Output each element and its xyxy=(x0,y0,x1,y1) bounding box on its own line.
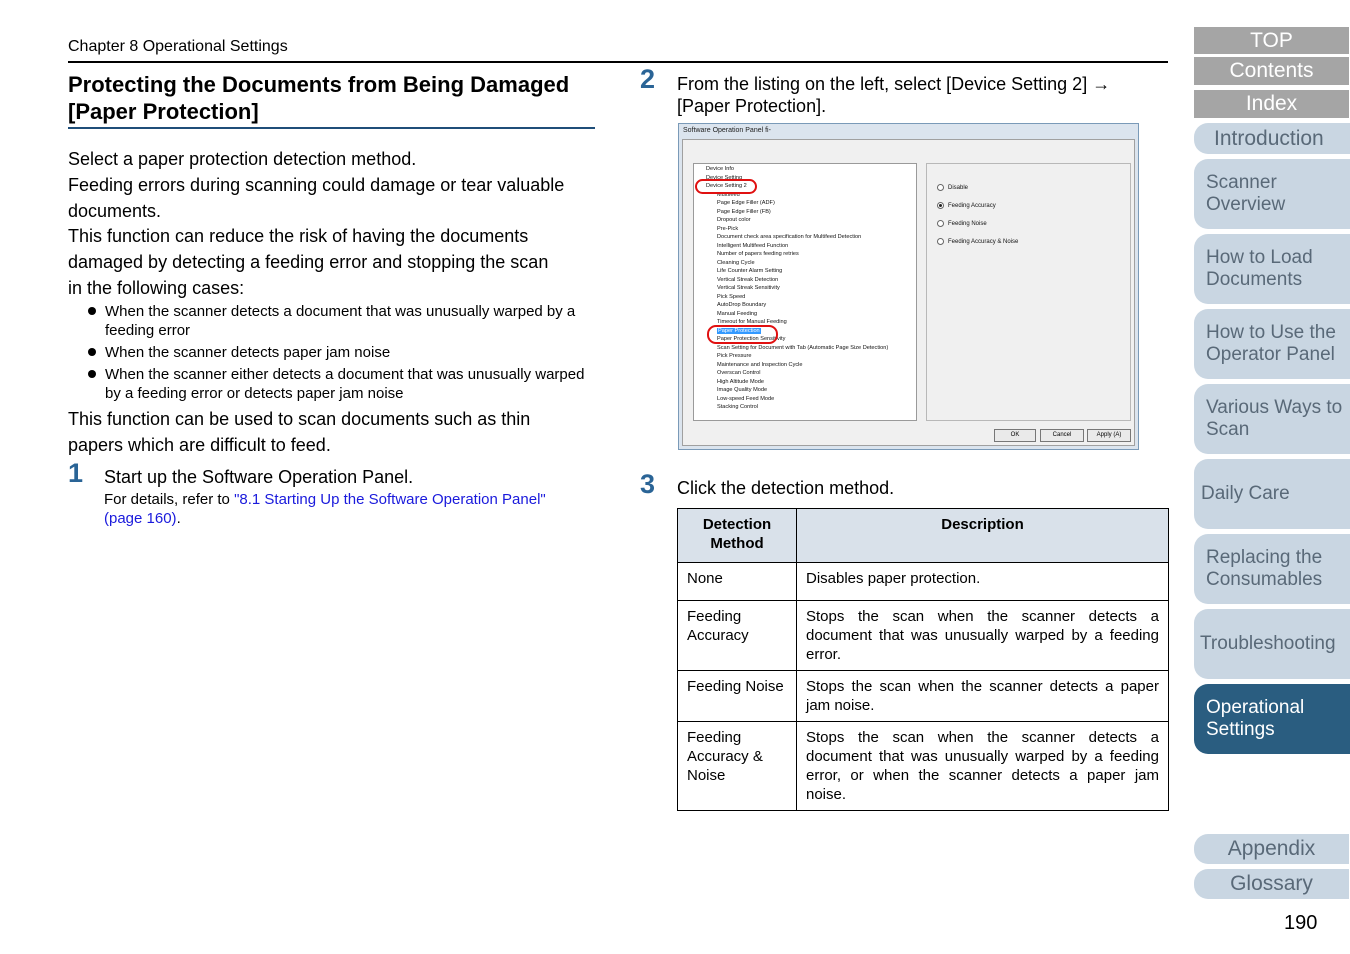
highlight-ring xyxy=(695,179,757,194)
ok-button[interactable]: OK xyxy=(994,429,1036,442)
tree-item[interactable]: Timeout for Manual Feeding xyxy=(717,319,787,325)
method-cell: Feeding Accuracy & Noise xyxy=(678,722,797,811)
nav-daily-care[interactable]: Daily Care xyxy=(1194,459,1350,529)
nav-glossary[interactable]: Glossary xyxy=(1194,869,1349,899)
section-title-line2: [Paper Protection] xyxy=(68,99,259,124)
window-body xyxy=(682,139,1135,446)
nav-introduction[interactable]: Introduction xyxy=(1194,123,1350,154)
detection-method-table xyxy=(677,508,1169,811)
tree-item[interactable]: Dropout color xyxy=(717,217,751,223)
reference-suffix: . xyxy=(176,510,181,527)
intro-p4-line1: This function can be used to scan documents such as thin xyxy=(68,409,531,429)
tree-item[interactable]: Low-speed Feed Mode xyxy=(717,395,775,402)
tree-item-device-setting-2[interactable]: Device Setting 2 xyxy=(706,183,747,189)
tree-item[interactable]: Cleaning Cycle xyxy=(717,259,755,266)
window-title: Software Operation Panel fi- xyxy=(683,127,771,134)
tree-item[interactable]: Scan Setting for Document with Tab (Automatic Page Size Detection) xyxy=(717,344,889,351)
step-2-line2: [Paper Protection]. xyxy=(677,96,827,116)
tree-item[interactable]: Page Edge Filler (ADF) xyxy=(717,200,775,206)
intro-p2-line2: documents. xyxy=(68,201,162,221)
nav-various-ways-to-scan[interactable]: Various Ways to Scan xyxy=(1194,384,1350,454)
settings-tree xyxy=(693,163,917,421)
tree-item[interactable]: Maintenance and Inspection Cycle xyxy=(717,361,803,368)
intro-p3-line3: in the following cases: xyxy=(68,278,245,298)
nav-top-button[interactable]: TOP xyxy=(1194,27,1349,54)
detection-options-panel xyxy=(926,163,1131,421)
tree-item[interactable]: Overscan Control xyxy=(717,370,761,376)
case-list-item: When the scanner either detects a document that was unusually warped by a feeding error or detects paper jam noise xyxy=(86,365,598,403)
nav-replacing-consumables[interactable]: Replacing the Consumables xyxy=(1194,534,1350,604)
step-2-number: 2 xyxy=(640,64,656,94)
cancel-button[interactable]: Cancel xyxy=(1040,429,1084,442)
option-disable[interactable] xyxy=(937,184,968,191)
description-cell: Stops the scan when the scanner detects a document that was unusually warped by a feeding error, or when the scanner detects a paper jam noise. xyxy=(797,722,1169,811)
nav-how-to-use-operator-panel[interactable]: How to Use the Operator Panel xyxy=(1194,309,1350,379)
tree-item[interactable]: High Altitude Mode xyxy=(717,378,764,385)
intro-paragraph-3 xyxy=(68,223,598,301)
option-label: Disable xyxy=(948,185,969,192)
option-feeding-accuracy[interactable] xyxy=(937,202,996,209)
tree-item[interactable]: Multifeed xyxy=(717,191,740,198)
step-3-number: 3 xyxy=(640,469,656,499)
table-row xyxy=(678,563,1169,601)
page-number: 190 xyxy=(1284,912,1318,934)
column-header: Description xyxy=(797,509,1169,563)
step-2-text xyxy=(677,73,1157,117)
tree-item[interactable]: Vertical Streak Sensitivity xyxy=(717,285,780,291)
intro-paragraph-4 xyxy=(68,406,598,458)
tree-item[interactable]: Pick Pressure xyxy=(717,353,752,359)
tree-item[interactable]: Manual Feeding xyxy=(717,310,758,317)
option-feeding-noise[interactable] xyxy=(937,220,987,227)
intro-p4-line2: papers which are difficult to feed. xyxy=(68,435,331,455)
tree-item[interactable]: Pick Speed xyxy=(717,293,746,300)
section-rule xyxy=(68,127,595,129)
intro-paragraph-1: Select a paper protection detection method. xyxy=(68,149,417,169)
nav-operational-settings[interactable]: Operational Settings xyxy=(1194,684,1350,754)
tree-item[interactable]: Device Info xyxy=(706,166,734,172)
tree-item-paper-protection[interactable]: Paper Protection xyxy=(718,327,760,334)
intro-p3-line1: This function can reduce the risk of having the documents xyxy=(68,226,529,246)
step-2-line1: From the listing on the left, select [Device Setting 2] → xyxy=(677,74,1111,94)
tree-item[interactable]: Image Quality Mode xyxy=(717,387,768,393)
tree-item[interactable]: Paper Protection Sensitivity xyxy=(717,336,786,342)
step-1-reference xyxy=(104,490,594,528)
case-list xyxy=(86,302,598,406)
header-rule xyxy=(68,61,1168,63)
tree-item[interactable]: Number of papers feeding retries xyxy=(717,251,799,257)
nav-contents-button[interactable]: Contents xyxy=(1194,57,1349,85)
tree-item[interactable]: Pre-Pick xyxy=(717,225,739,232)
reference-link[interactable]: "8.1 Starting Up the Software Operation Panel" xyxy=(234,491,546,508)
step-3-text: Click the detection method. xyxy=(677,478,895,498)
option-label: Feeding Accuracy xyxy=(948,203,996,210)
radio-icon[interactable] xyxy=(937,184,944,191)
tree-item[interactable]: Document check area specification for Multifeed Detection xyxy=(717,234,862,240)
tree-item[interactable]: Device Setting xyxy=(706,174,743,181)
section-title xyxy=(68,71,596,125)
tree-item[interactable]: Vertical Streak Detection xyxy=(717,276,779,283)
column-header: Detection Method xyxy=(678,509,797,563)
method-cell: Feeding Noise xyxy=(678,671,797,722)
tree-item[interactable]: Stacking Control xyxy=(717,404,759,410)
description-cell: Stops the scan when the scanner detects a paper jam noise. xyxy=(797,671,1169,722)
highlight-ring xyxy=(707,325,778,344)
tree-item[interactable]: Intelligent Multifeed Function xyxy=(717,242,789,249)
tree-item[interactable]: AutoDrop Boundary xyxy=(717,302,767,308)
case-list-item: When the scanner detects a document that was unusually warped by a feeding error xyxy=(86,302,598,340)
intro-paragraph-2 xyxy=(68,172,598,224)
nav-index-button[interactable]: Index xyxy=(1194,90,1349,118)
option-label: Feeding Accuracy & Noise xyxy=(948,239,1019,246)
step-1-number: 1 xyxy=(68,458,84,488)
reference-prefix: For details, refer to xyxy=(104,491,235,508)
case-list-item: When the scanner detects paper jam noise xyxy=(86,343,598,362)
option-feeding-accuracy-noise[interactable] xyxy=(937,238,1018,245)
method-cell: None xyxy=(678,563,797,601)
software-operation-panel-screenshot xyxy=(678,123,1139,450)
description-cell: Disables paper protection. xyxy=(797,563,1169,601)
step-1-text: Start up the Software Operation Panel. xyxy=(104,467,414,487)
radio-icon[interactable] xyxy=(937,220,944,227)
method-cell: Feeding Accuracy xyxy=(678,601,797,671)
table-row xyxy=(678,722,1169,811)
tree-item[interactable]: Life Counter Alarm Setting xyxy=(717,268,783,274)
nav-scanner-overview[interactable]: Scanner Overview xyxy=(1194,159,1350,229)
table-header-row xyxy=(678,509,1169,563)
option-label: Feeding Noise xyxy=(948,221,987,228)
section-title-line1: Protecting the Documents from Being Damaged xyxy=(68,72,570,97)
tree-item[interactable]: Page Edge Filler (FB) xyxy=(717,208,771,215)
nav-how-to-load-documents[interactable]: How to Load Documents xyxy=(1194,234,1350,304)
intro-p2-line1: Feeding errors during scanning could damage or tear valuable xyxy=(68,175,565,195)
apply-button[interactable]: Apply (A) xyxy=(1087,429,1131,442)
reference-page-link[interactable]: (page 160) xyxy=(104,510,177,527)
description-cell: Stops the scan when the scanner detects a document that was unusually warped by a feeding error. xyxy=(797,601,1169,671)
chapter-header: Chapter 8 Operational Settings xyxy=(68,38,288,55)
table-row xyxy=(678,601,1169,671)
table-row xyxy=(678,671,1169,722)
radio-selected-icon[interactable] xyxy=(937,202,944,209)
nav-appendix[interactable]: Appendix xyxy=(1194,834,1349,864)
radio-icon[interactable] xyxy=(937,238,944,245)
nav-troubleshooting[interactable]: Troubleshooting xyxy=(1194,609,1350,679)
intro-p3-line2: damaged by detecting a feeding error and stopping the scan xyxy=(68,252,549,272)
